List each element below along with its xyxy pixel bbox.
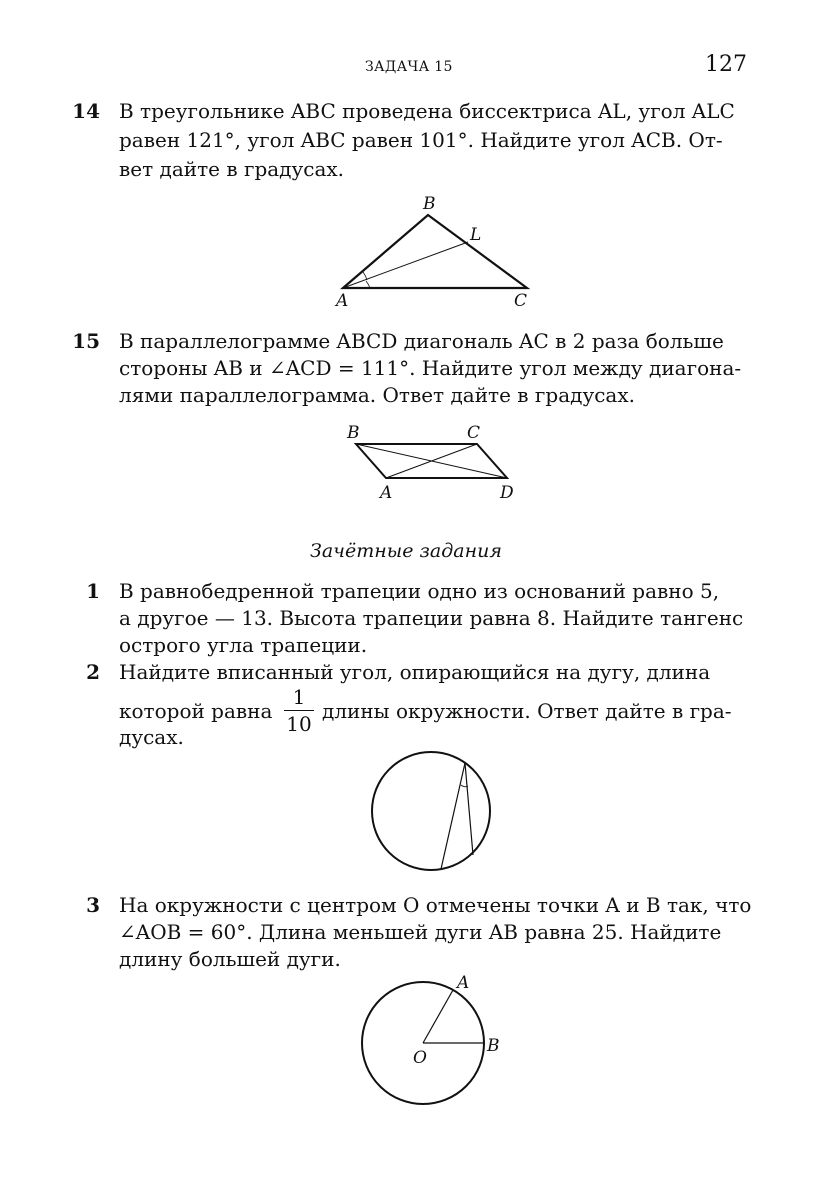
central-angle-figure <box>362 973 500 1104</box>
page-number: 127 <box>705 52 747 77</box>
diagonal-ac <box>386 444 477 478</box>
problem-15-line-2: стороны AB и ∠ACD = 111°. Найдите угол между диагона- <box>119 356 742 380</box>
triangle-abc <box>343 215 527 288</box>
circle-label-b: B <box>487 1036 500 1056</box>
credit-task-3-line-3: длину большей дуги. <box>119 947 341 971</box>
circle-label-o: O <box>413 1048 427 1068</box>
problem-14-line-3: вет дайте в градусах. <box>119 157 345 181</box>
problem-14-line-2: равен 121°, угол ABC равен 101°. Найдите угол ACB. От- <box>119 128 723 152</box>
chord-2 <box>465 763 473 855</box>
credit-task-1-line-1: В равнобедренной трапеции одно из оснований равно 5, <box>119 579 720 603</box>
fraction-denominator: 10 <box>286 712 312 736</box>
credit-task-number-2: 2 <box>86 660 100 684</box>
problem-15-line-3: лями параллелограмма. Ответ дайте в градусах. <box>119 383 635 407</box>
problem-15-line-1: В параллелограмме ABCD диагональ AC в 2 раза больше <box>119 329 724 353</box>
triangle-label-b: B <box>423 194 436 214</box>
triangle-label-l: L <box>470 225 482 245</box>
triangle-figure <box>334 194 527 311</box>
parallelogram-figure <box>346 423 514 503</box>
triangle-label-a: A <box>336 291 349 311</box>
credit-task-number-1: 1 <box>86 579 100 603</box>
radius-oa <box>423 990 453 1043</box>
circle-label-a: A <box>457 973 470 993</box>
problem-number-14: 14 <box>72 99 100 123</box>
problem-14-line-1: В треугольнике ABC проведена биссектриса AL, угол ALC <box>119 99 735 123</box>
parallelogram-label-c: C <box>467 423 481 443</box>
credit-task-3-line-2: ∠AOB = 60°. Длина меньшей дуги AB равна 25. Найдите <box>119 920 722 944</box>
credit-task-1-line-2: а другое — 13. Высота трапеции равна 8. Найдите тангенс <box>119 606 744 630</box>
fraction-numerator: 1 <box>292 685 306 709</box>
credit-task-2-line-3: дусах. <box>119 725 184 749</box>
credit-task-2-line-2b: длины окружности. Ответ дайте в гра- <box>322 699 732 723</box>
inscribed-angle-figure <box>372 752 490 870</box>
credit-task-number-3: 3 <box>86 893 100 917</box>
parallelogram-label-d: D <box>500 483 514 503</box>
problem-number-15: 15 <box>72 329 100 353</box>
credit-task-3-line-1: На окружности с центром O отмечены точки A и B так, что <box>119 893 752 917</box>
triangle-label-c: C <box>514 291 528 311</box>
credit-task-2-line-2a: которой равна <box>119 699 273 723</box>
credit-task-1-line-3: острого угла трапеции. <box>119 633 368 657</box>
section-title: Зачётные задания <box>310 540 502 562</box>
chord-1 <box>441 763 465 869</box>
credit-task-2-line-1: Найдите вписанный угол, опирающийся на дугу, длина <box>119 660 711 684</box>
angle-arc-2 <box>363 272 367 280</box>
parallelogram-label-a: A <box>380 483 393 503</box>
running-header: ЗАДАЧА 15 <box>365 59 453 75</box>
parallelogram-label-b: B <box>347 423 360 443</box>
bisector-al <box>343 242 468 288</box>
